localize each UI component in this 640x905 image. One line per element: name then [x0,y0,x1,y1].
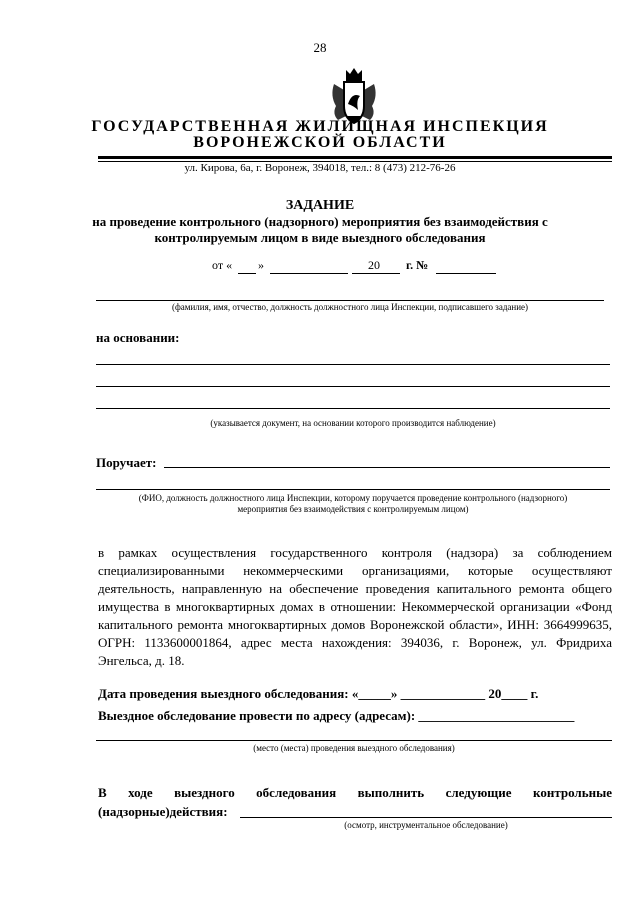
date-prefix: от « [212,258,233,272]
visit-date-label: Дата проведения выездного обследования: «_____» _____________ 20____ г. [98,686,539,701]
basis-line-2[interactable] [96,386,610,387]
doc-subtitle-line1: на проведение контрольного (надзорного) мероприятия без взаимодействия с [92,214,548,229]
basis-label: на основании: [96,330,180,345]
date-month-blank[interactable] [270,273,348,274]
place-line[interactable] [96,740,612,741]
org-name-line2: ВОРОНЕЖСКОЙ ОБЛАСТИ [193,134,447,151]
assignee-line-2[interactable] [96,489,610,490]
actions-label-line2: (надзорные)действия: [98,804,228,819]
basis-line-3[interactable] [96,408,610,409]
date-year: 20 [368,258,380,272]
doc-subtitle-line2: контролируемым лицом в виде выездного обследования [154,230,486,245]
body-paragraph: в рамках осуществления государственного контроля (надзора) за соблюдением специализированными некоммерческими организациями, которые осуществляют деятельность, направленную на обеспечение проведения капитального ремонта общего имущества в многоквартирных домах в отношении: Некоммерческой организации «Фонд капитального ремонта многоквартирных домов Воронежской области», ИНН: 3664999635, ОГРН: 1133600001864, адрес места нахождения: 394036, г. Воронеж, ул. Фридриха Энгельса, д. 18. [98,545,612,668]
place-caption: (место (места) проведения выездного обследования) [253,743,455,753]
date-year-blank[interactable] [352,273,400,274]
doc-title: ЗАДАНИЕ [285,198,355,213]
basis-line-1[interactable] [96,364,610,365]
page-number: 28 [313,40,327,55]
assigns-label: Поручает: [96,455,157,470]
header-rule-thick [98,156,612,159]
org-address: ул. Кирова, 6а, г. Воронеж, 394018, тел.: 8 (473) 212-76-26 [184,162,456,174]
actions-caption: (осмотр, инструментальное обследование) [344,820,508,830]
org-name-line1: ГОСУДАРСТВЕННАЯ ЖИЛИЩНАЯ ИНСПЕКЦИЯ [91,118,549,135]
official-line[interactable] [96,300,604,301]
official-caption: (фамилия, имя, отчество, должность должностного лица Инспекции, подписавшего задание) [171,302,529,312]
assignee-line-1[interactable] [164,467,610,468]
date-number-label: г. № [406,258,429,272]
assignee-caption-1: (ФИО, должность должностного лица Инспекции, которому поручается проведение контрольного (надзорного) [138,493,568,503]
date-day-blank[interactable] [238,273,256,274]
basis-caption: (указывается документ, на основании которого производится наблюдение) [210,418,496,428]
visit-address-label: Выездное обследование провести по адресу (адресам): ________________________ [98,708,575,723]
actions-line[interactable] [240,817,612,818]
coat-of-arms-icon [326,66,382,126]
actions-label-line1: В ходе выездного обследования выполнить следующие контрольные [98,785,612,800]
number-blank[interactable] [436,273,496,274]
date-quote-close: » [258,258,264,272]
assignee-caption-2: мероприятия без взаимодействия с контролируемым лицом) [237,504,469,514]
